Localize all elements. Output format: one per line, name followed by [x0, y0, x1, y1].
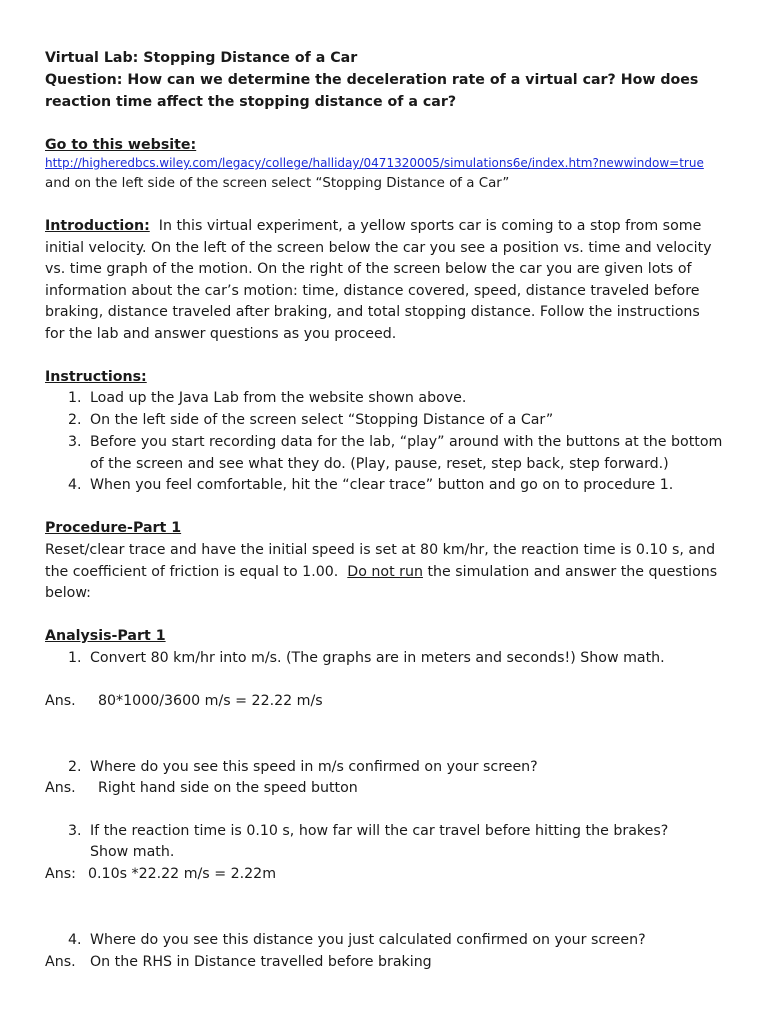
instruction-item: [68, 391, 466, 405]
question-text: Convert 80 km/hr into m/s. (The graphs are in meters and seconds!) Show math.: [90, 650, 665, 666]
intro-line-2: initial velocity. On the left of the screen below the car you see a position vs. time and velocity: [45, 240, 712, 256]
procedure-text: the coefficient of friction is equal to 1.00.: [45, 564, 348, 580]
answer-label: Ans.: [45, 693, 76, 709]
question-continuation: Show math.: [90, 844, 175, 860]
answer-text: On the RHS in Distance travelled before braking: [90, 954, 432, 970]
instruction-continuation: of the screen and see what they do. (Play, pause, reset, step back, step forward.): [90, 456, 669, 472]
intro-line-1: [45, 219, 701, 233]
instruction-item: [68, 478, 673, 492]
website-heading: Go to this website:: [45, 137, 197, 153]
list-number: 1.: [68, 650, 82, 666]
instruction-item: [68, 435, 722, 449]
question-text: If the reaction time is 0.10 s, how far will the car travel before hitting the brakes?: [90, 823, 669, 839]
list-number: 4.: [68, 477, 82, 493]
question-item: [68, 760, 538, 774]
intro-line-5: braking, distance traveled after braking, and total stopping distance. Follow the instructions: [45, 304, 700, 320]
intro-heading: Introduction:: [45, 218, 150, 234]
instruction-text: Before you start recording data for the lab, “play” around with the buttons at the bottom: [90, 434, 723, 450]
list-number: 3.: [68, 434, 82, 450]
intro-line-6: for the lab and answer questions as you proceed.: [45, 326, 397, 342]
question-line-2: reaction time affect the stopping distance of a car?: [45, 94, 457, 110]
website-instruction: and on the left side of the screen select “Stopping Distance of a Car”: [45, 176, 510, 191]
answer-text: Right hand side on the speed button: [98, 780, 358, 796]
answer-text: 0.10s *22.22 m/s = 2.22m: [88, 866, 277, 882]
instruction-text: Load up the Java Lab from the website shown above.: [90, 390, 467, 406]
answer-label: Ans:: [45, 866, 76, 882]
intro-line-3: vs. time graph of the motion. On the right of the screen below the car you are given lots of: [45, 261, 692, 277]
list-number: 2.: [68, 759, 82, 775]
procedure-text: the simulation and answer the questions: [422, 564, 718, 580]
analysis-heading: Analysis-Part 1: [45, 628, 166, 644]
procedure-line-2: [45, 565, 717, 579]
procedure-line-1: Reset/clear trace and have the initial speed is set at 80 km/hr, the reaction time is 0.10 s, and: [45, 542, 716, 558]
question-item: [68, 824, 668, 838]
list-number: 1.: [68, 390, 82, 406]
question-text: Where do you see this distance you just calculated confirmed on your screen?: [90, 932, 646, 948]
lab-title: Virtual Lab: Stopping Distance of a Car: [45, 50, 358, 66]
instructions-heading: Instructions:: [45, 369, 147, 385]
question-item: [68, 651, 665, 665]
procedure-heading: Procedure-Part 1: [45, 520, 182, 536]
list-number: 4.: [68, 932, 82, 948]
procedure-line-3: below:: [45, 585, 91, 601]
intro-text: In this virtual experiment, a yellow sports car is coming to a stop from some: [149, 218, 702, 234]
list-number: 2.: [68, 412, 82, 428]
answer-label: Ans.: [45, 780, 76, 796]
question-item: [68, 933, 646, 947]
list-number: 3.: [68, 823, 82, 839]
instruction-text: On the left side of the screen select “Stopping Distance of a Car”: [90, 412, 554, 428]
do-not-run-emphasis: Do not run: [347, 564, 423, 580]
question-line-1: Question: How can we determine the deceleration rate of a virtual car? How does: [45, 72, 699, 88]
answer-text: 80*1000/3600 m/s = 22.22 m/s: [98, 693, 323, 709]
website-link[interactable]: http://higheredbcs.wiley.com/legacy/college/halliday/0471320005/simulations6e/index.htm?newwindow=true: [45, 156, 704, 170]
instruction-item: [68, 413, 553, 427]
question-text: Where do you see this speed in m/s confirmed on your screen?: [90, 759, 538, 775]
instruction-text: When you feel comfortable, hit the “clear trace” button and go on to procedure 1.: [90, 477, 674, 493]
answer-label: Ans.: [45, 954, 76, 970]
intro-line-4: information about the car’s motion: time, distance covered, speed, distance traveled before: [45, 283, 700, 299]
